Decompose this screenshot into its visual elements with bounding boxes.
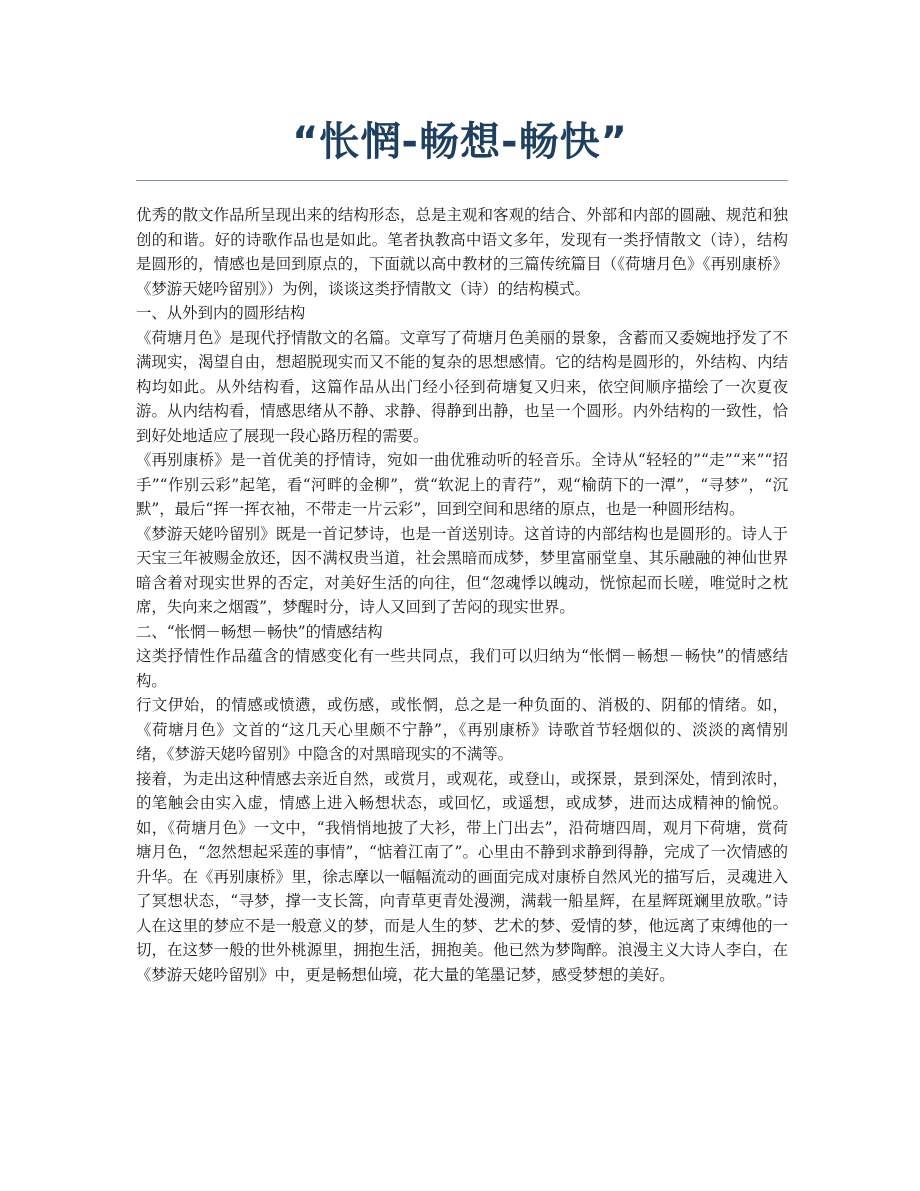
- paragraph-hetang: 《荷塘月色》是现代抒情散文的名篇。文章写了荷塘月色美丽的景象，含蓄而又委婉地抒发了不满现实，渴望自由，想超脱现实而又不能的复杂的思想感情。它的结构是圆形的，外结构、内结构均如此。从外结构看，这篇作品从出门经小径到荷塘复又归来，依空间顺序描绘了一次夏夜游。从内结构看，情感思绪从不静、求静、得静到出静，也呈一个圆形。内外结构的一致性，恰到好处地适应了展现一段心路历程的需要。: [136, 328, 788, 445]
- title-divider: [136, 180, 788, 181]
- section-heading-2: 二、“怅惘－畅想－畅快”的情感结构: [136, 622, 383, 641]
- paragraph-opening: 行文伊始，的情感或愤懑，或伤感，或怅惘，总之是一种负面的、消极的、阴郁的情绪。如，《荷塘月色》文首的“这几天心里颇不宁静”，《再别康桥》诗歌首节轻烟似的、淡淡的离情别绪，《梦游天姥吟留别》中隐含的对黑暗现实的不满等。: [136, 696, 788, 763]
- paragraph-kangqiao: 《再别康桥》是一首优美的抒情诗，宛如一曲优雅动听的轻音乐。全诗从“轻轻的”“走”“来”“招手”“作别云彩”起笔，看“河畔的金柳”，赏“软泥上的青荇”，观“榆荫下的一潭”，“寻梦”，“沉默”，最后“挥一挥衣袖，不带走一片云彩”，回到空间和思绪的原点，也是一种圆形结构。: [136, 451, 788, 518]
- paragraph-tianmu: 《梦游天姥吟留别》既是一首记梦诗，也是一首送别诗。这首诗的内部结构也是圆形的。诗人于天宝三年被赐金放还，因不满权贵当道，社会黑暗而成梦，梦里富丽堂皇、其乐融融的神仙世界暗含着对现实世界的否定，对美好生活的向往，但“忽魂悸以魄动，恍惊起而长嗟，唯觉时之枕席，失向来之烟霞”，梦醒时分，诗人又回到了苦闷的现实世界。: [136, 524, 788, 616]
- paragraph-intro: 优秀的散文作品所呈现出来的结构形态，总是主观和客观的结合、外部和内部的圆融、规范和独创的和谐。好的诗歌作品也是如此。笔者执教高中语文多年，发现有一类抒情散文（诗），结构是圆形的，情感也是回到原点的，下面就以高中教材的三篇传统篇目（《荷塘月色》《再别康桥》《梦游天姥吟留别》）为例，谈谈这类抒情散文（诗）的结构模式。: [136, 206, 788, 298]
- paragraph-structure: 这类抒情性作品蕴含的情感变化有一些共同点，我们可以归纳为“怅惘－畅想－畅快”的情感结构。: [136, 647, 788, 690]
- document-body: [136, 203, 788, 987]
- paragraph-development: 接着，为走出这种情感去亲近自然，或赏月，或观花，或登山，或探景，景到深处，情到浓时，的笔触会由实入虚，情感上进入畅想状态，或回忆，或遥想，或成梦，进而达成精神的愉悦。如，《荷塘月色》一文中，“我悄悄地披了大衫，带上门出去”，沿荷塘四周，观月下荷塘，赏荷塘月色，“忽然想起采莲的事情”，“惦着江南了”。心里由不静到求静到得静，完成了一次情感的升华。在《再别康桥》里，徐志摩以一幅幅流动的画面完成对康桥自然风光的描写后，灵魂进入了冥想状态，“寻梦，撑一支长篙，向青草更青处漫溯，满载一船星辉，在星辉斑斓里放歌。”诗人在这里的梦应不是一般意义的梦，而是人生的梦、艺术的梦、爱情的梦，他远离了束缚他的一切，在这梦一般的世外桃源里，拥抱生活，拥抱美。他已然为梦陶醉。浪漫主义大诗人李白，在《梦游天姥吟留别》中，更是畅想仙境，花大量的笔墨记梦，感受梦想的美好。: [136, 769, 788, 984]
- document-title: “怅惘-畅想-畅快”: [292, 119, 628, 165]
- section-heading-1: 一、从外到内的圆形结构: [136, 304, 306, 322]
